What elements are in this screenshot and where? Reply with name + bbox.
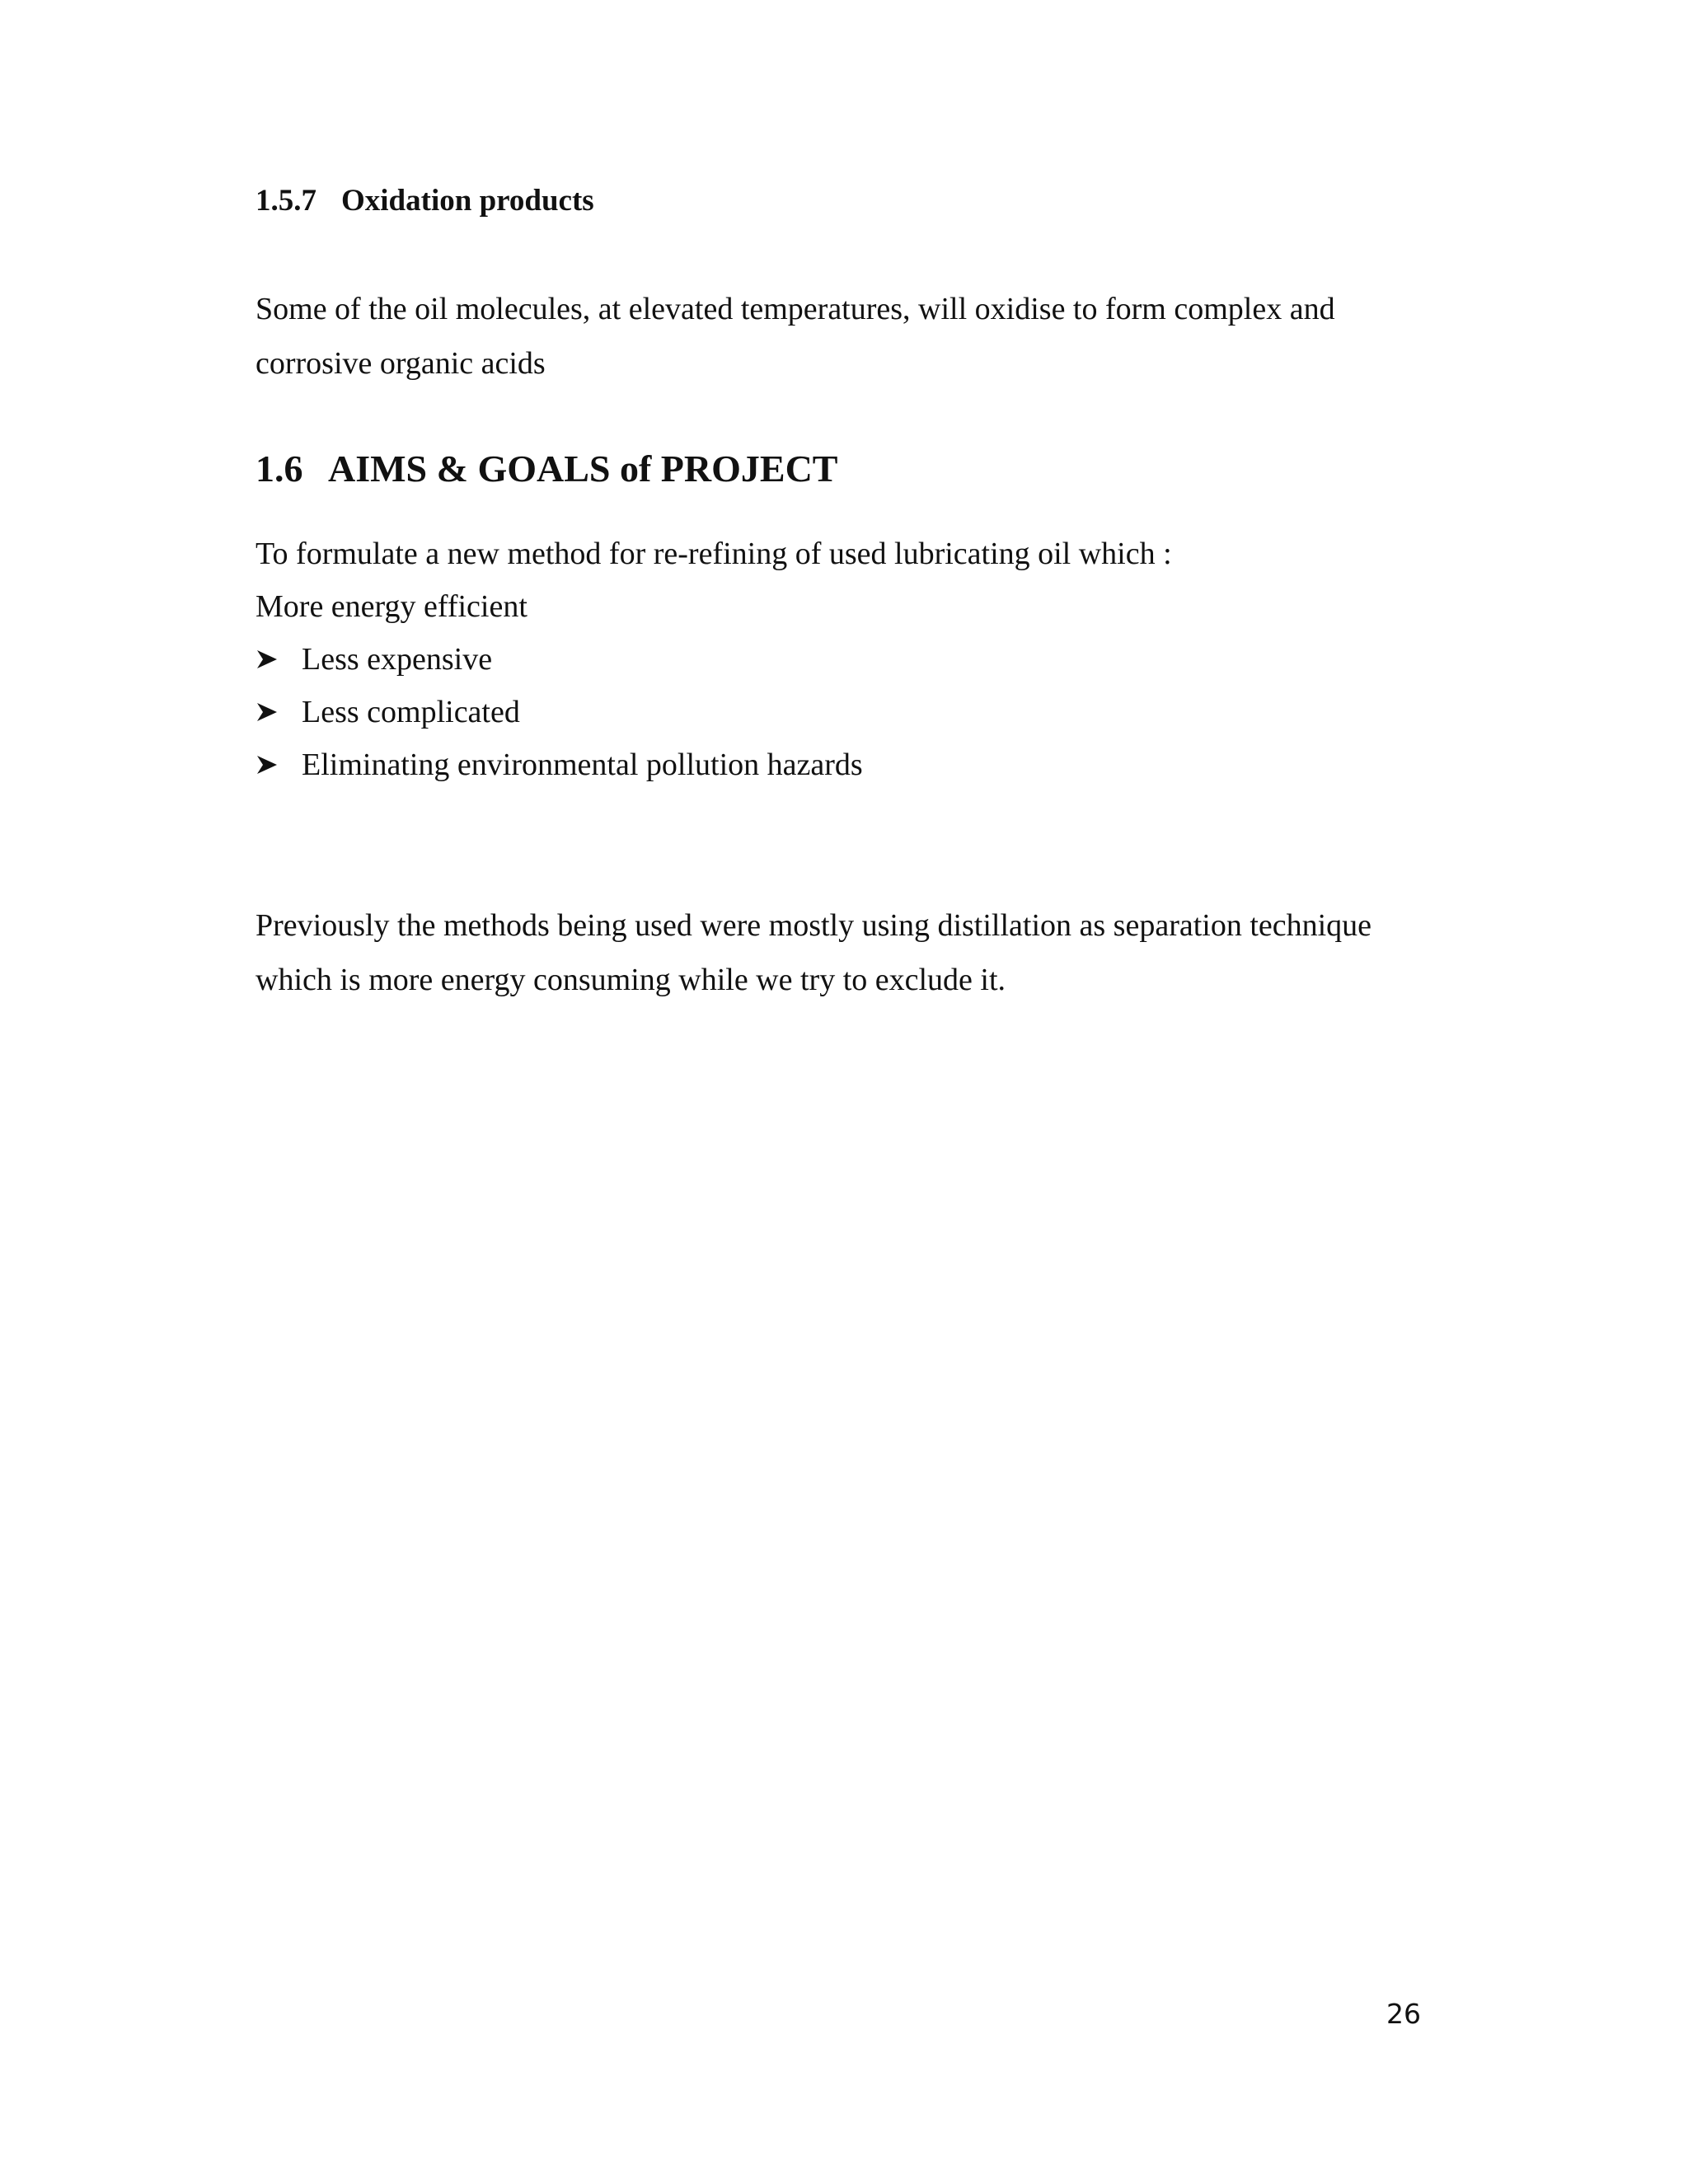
- oxidation-paragraph: [256, 282, 1459, 391]
- paragraph-line: corrosive organic acids: [256, 346, 546, 381]
- paragraph-line: Some of the oil molecules, at elevated temperatures, will oxidise to form complex and: [256, 292, 1335, 326]
- section-heading: [256, 447, 837, 490]
- list-item-text: Eliminating environmental pollution hazards: [302, 748, 863, 782]
- list-item-text: Less complicated: [302, 695, 520, 729]
- arrowhead-bullet-icon: [256, 754, 302, 776]
- section-number: 1.6: [256, 448, 303, 490]
- list-item-text: Less expensive: [302, 642, 493, 677]
- methods-paragraph: [256, 898, 1459, 1007]
- goals-list: [256, 633, 863, 791]
- subsection-number: 1.5.7: [256, 184, 316, 218]
- page-number: 26: [1386, 1998, 1421, 2030]
- intro-line: To formulate a new method for re-refining of used lubricating oil which :: [256, 537, 1172, 571]
- list-item: [256, 686, 863, 738]
- subsection-title: Oxidation products: [341, 184, 594, 218]
- arrowhead-bullet-icon: [256, 701, 302, 723]
- paragraph-line: Previously the methods being used were mostly using distillation as separation technique: [256, 908, 1372, 943]
- intro-line: More energy efficient: [256, 589, 528, 624]
- subsection-heading: [256, 183, 594, 218]
- section-title: AIMS & GOALS of PROJECT: [328, 448, 838, 490]
- list-item: [256, 633, 863, 686]
- arrowhead-bullet-icon: [256, 649, 302, 670]
- list-item: [256, 738, 863, 791]
- paragraph-line: which is more energy consuming while we try to exclude it.: [256, 963, 1006, 997]
- aims-intro: [256, 527, 1172, 633]
